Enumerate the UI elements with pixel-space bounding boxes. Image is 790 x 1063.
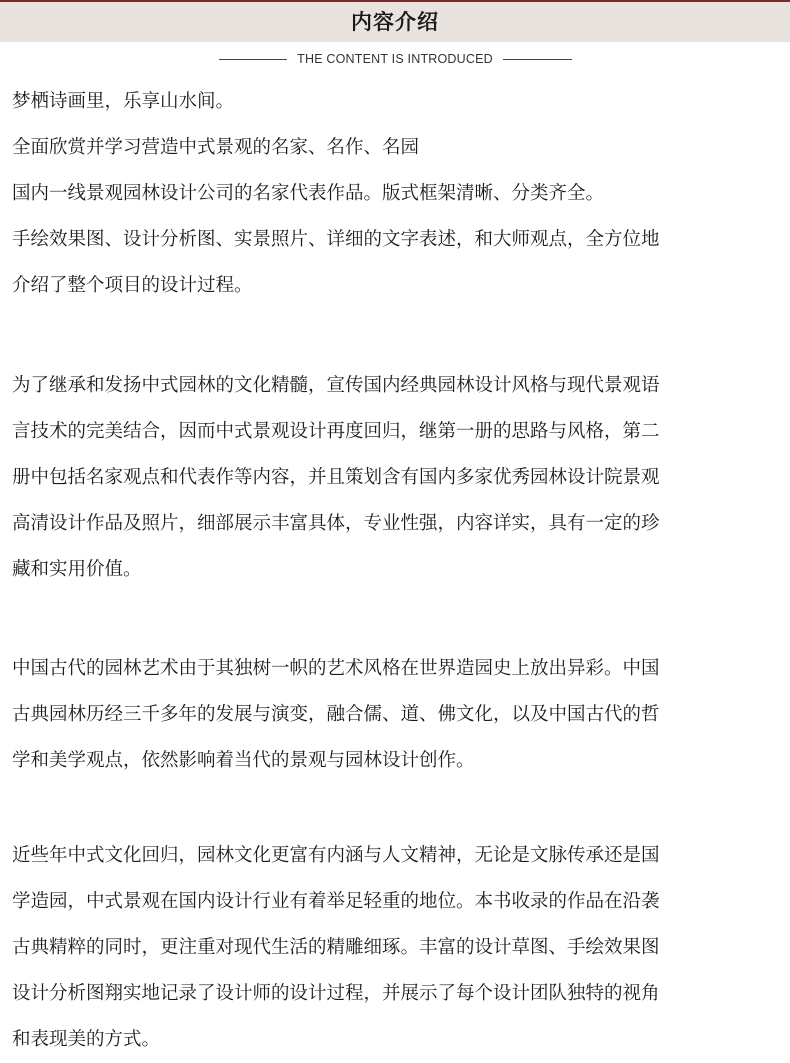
title-band bbox=[0, 0, 790, 42]
text-line: 全面欣赏并学习营造中式景观的名家、名作、名园 bbox=[12, 137, 420, 158]
text-line: 梦栖诗画里，乐享山水间。 bbox=[12, 91, 235, 112]
paragraph-intro bbox=[12, 79, 782, 309]
text-line: 设计分析图翔实地记录了设计师的设计过程，并展示了每个设计团队独特的视角 bbox=[12, 983, 660, 1004]
subtitle-divider-right bbox=[503, 59, 572, 60]
text-line: 学和美学观点，依然影响着当代的景观与园林设计创作。 bbox=[12, 750, 475, 771]
text-line: 手绘效果图、设计分析图、实景照片、详细的文字表述，和大师观点，全方位地 bbox=[12, 229, 660, 250]
paragraph-heritage bbox=[12, 363, 782, 593]
text-line: 介绍了整个项目的设计过程。 bbox=[12, 275, 253, 296]
text-line: 中国古代的园林艺术由于其独树一帜的艺术风格在世界造园史上放出异彩。中国 bbox=[12, 658, 660, 679]
paragraph-history bbox=[12, 646, 782, 784]
page-title: 内容介绍 bbox=[351, 10, 439, 34]
text-line: 古典精粹的同时，更注重对现代生活的精雕细琢。丰富的设计草图、手绘效果图 bbox=[12, 937, 660, 958]
text-line: 近些年中式文化回归，园林文化更富有内涵与人文精神，无论是文脉传承还是国 bbox=[12, 845, 660, 866]
text-line: 藏和实用价值。 bbox=[12, 559, 142, 580]
paragraph-modern bbox=[12, 833, 782, 1063]
text-line: 和表现美的方式。 bbox=[12, 1029, 161, 1050]
text-line: 为了继承和发扬中式园林的文化精髓，宣传国内经典园林设计风格与现代景观语 bbox=[12, 375, 660, 396]
text-line: 国内一线景观园林设计公司的名家代表作品。版式框架清晰、分类齐全。 bbox=[12, 183, 605, 204]
text-line: 古典园林历经三千多年的发展与演变，融合儒、道、佛文化，以及中国古代的哲 bbox=[12, 704, 660, 725]
text-line: 册中包括名家观点和代表作等内容，并且策划含有国内多家优秀园林设计院景观 bbox=[12, 467, 660, 488]
text-line: 高清设计作品及照片，细部展示丰富具体，专业性强，内容详实，具有一定的珍 bbox=[12, 513, 660, 534]
text-line: 言技术的完美结合，因而中式景观设计再度回归，继第一册的思路与风格，第二 bbox=[12, 421, 660, 442]
subtitle-row bbox=[0, 42, 790, 76]
page-subtitle: THE CONTENT IS INTRODUCED bbox=[297, 52, 493, 66]
text-line: 学造园，中式景观在国内设计行业有着举足轻重的地位。本书收录的作品在沿袭 bbox=[12, 891, 660, 912]
